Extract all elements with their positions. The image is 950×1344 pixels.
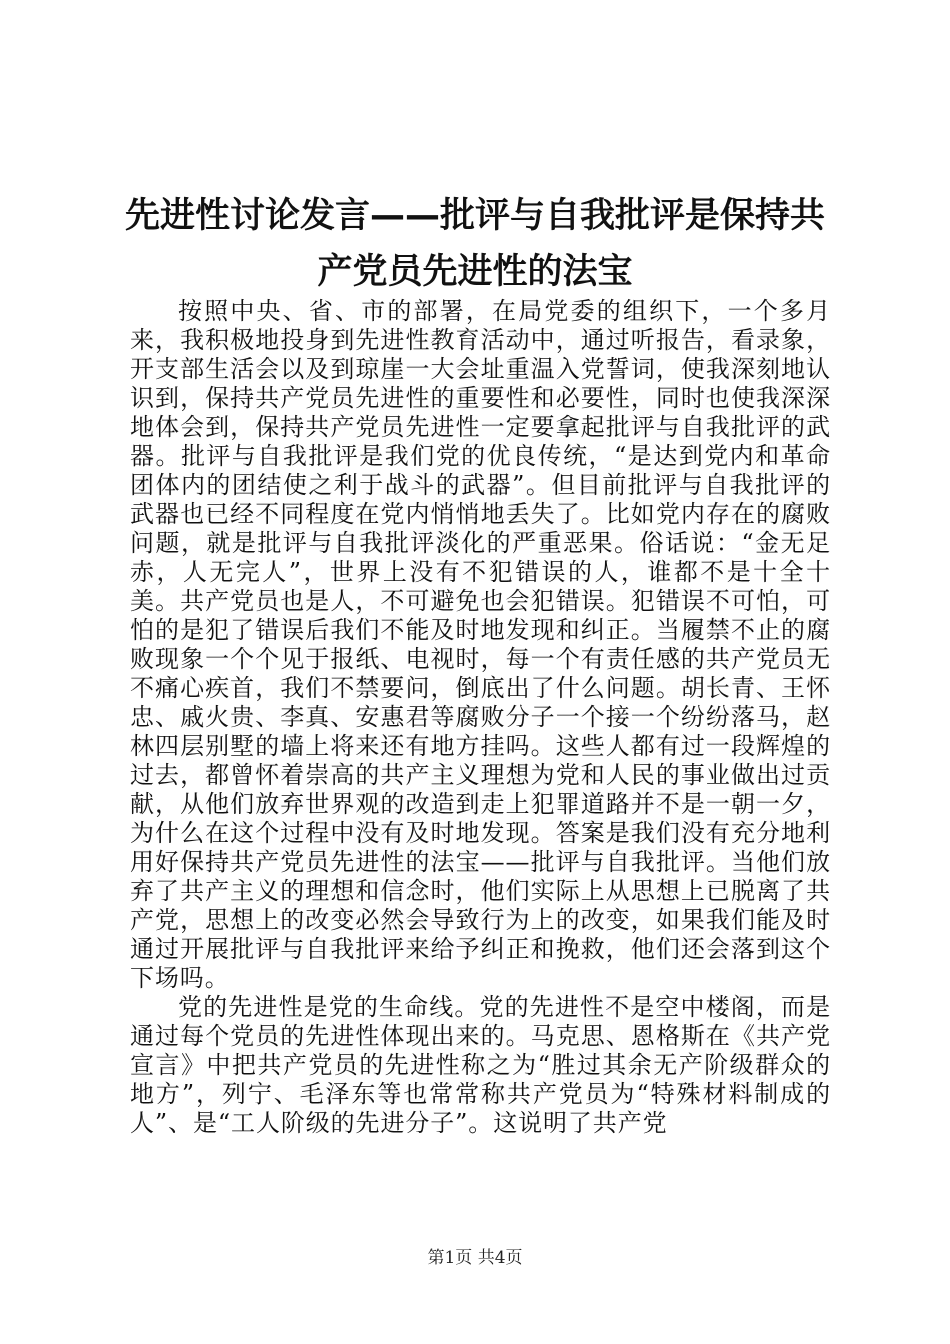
page-footer: 第1页 共4页: [427, 1248, 523, 1268]
document-title: 先进性讨论发言——批评与自我批评是保持共产党员先进性的法宝: [124, 196, 825, 292]
paragraph-2: 党的先进性是党的生命线。党的先进性不是空中楼阁，而是通过每个党员的先进性体现出来的。马克思、恩格斯在《共产党宣言》中把共产党员的先进性称之为“胜过其余无产阶级群众的地方”，列宁、毛泽东等也常常称共产党员为“特殊材料制成的人”、是“工人阶级的先进分子”。这说明了共产党: [130, 993, 831, 1137]
paragraph-1: 按照中央、省、市的部署，在局党委的组织下，一个多月来，我积极地投身到先进性教育活动中，通过听报告，看录象，开支部生活会以及到琼崖一大会址重温入党誓词，使我深刻地认识到，保持共产党员先进性的重要性和必要性，同时也使我深深地体会到，保持共产党员先进性一定要拿起批评与自我批评的武器。批评与自我批评是我们党的优良传统，“是达到党内和革命团体内的团结使之利于战斗的武器”。但目前批评与自我批评的武器也已经不同程度在党内悄悄地丢失了。比如党内存在的腐败问题，就是批评与自我批评淡化的严重恶果。俗话说：“金无足赤，人无完人”，世界上没有不犯错误的人，谁都不是十全十美。共产党员也是人，不可避免也会犯错误。犯错误不可怕，可怕的是犯了错误后我们不能及时地发现和纠正。当履禁不止的腐败现象一个个见于报纸、电视时，每一个有责任感的共产党员无不痛心疾首，我们不禁要问，倒底出了什么问题。胡长青、王怀忠、戚火贵、李真、安惠君等腐败分子一个接一个纷纷落马，赵林四层别墅的墙上将来还有地方挂吗。这些人都有过一段辉煌的过去，都曾怀着崇高的共产主义理想为党和人民的事业做出过贡献，从他们放弃世界观的改造到走上犯罪道路并不是一朝一夕，为什么在这个过程中没有及时地发现。答案是我们没有充分地利用好保持共产党员先进性的法宝——批评与自我批评。当他们放弃了共产主义的理想和信念时，他们实际上从思想上已脱离了共产党，思想上的改变必然会导致行为上的改变，如果我们能及时通过开展批评与自我批评来给予纠正和挽救，他们还会落到这个下场吗。: [130, 297, 831, 992]
document-body: [130, 297, 831, 1138]
